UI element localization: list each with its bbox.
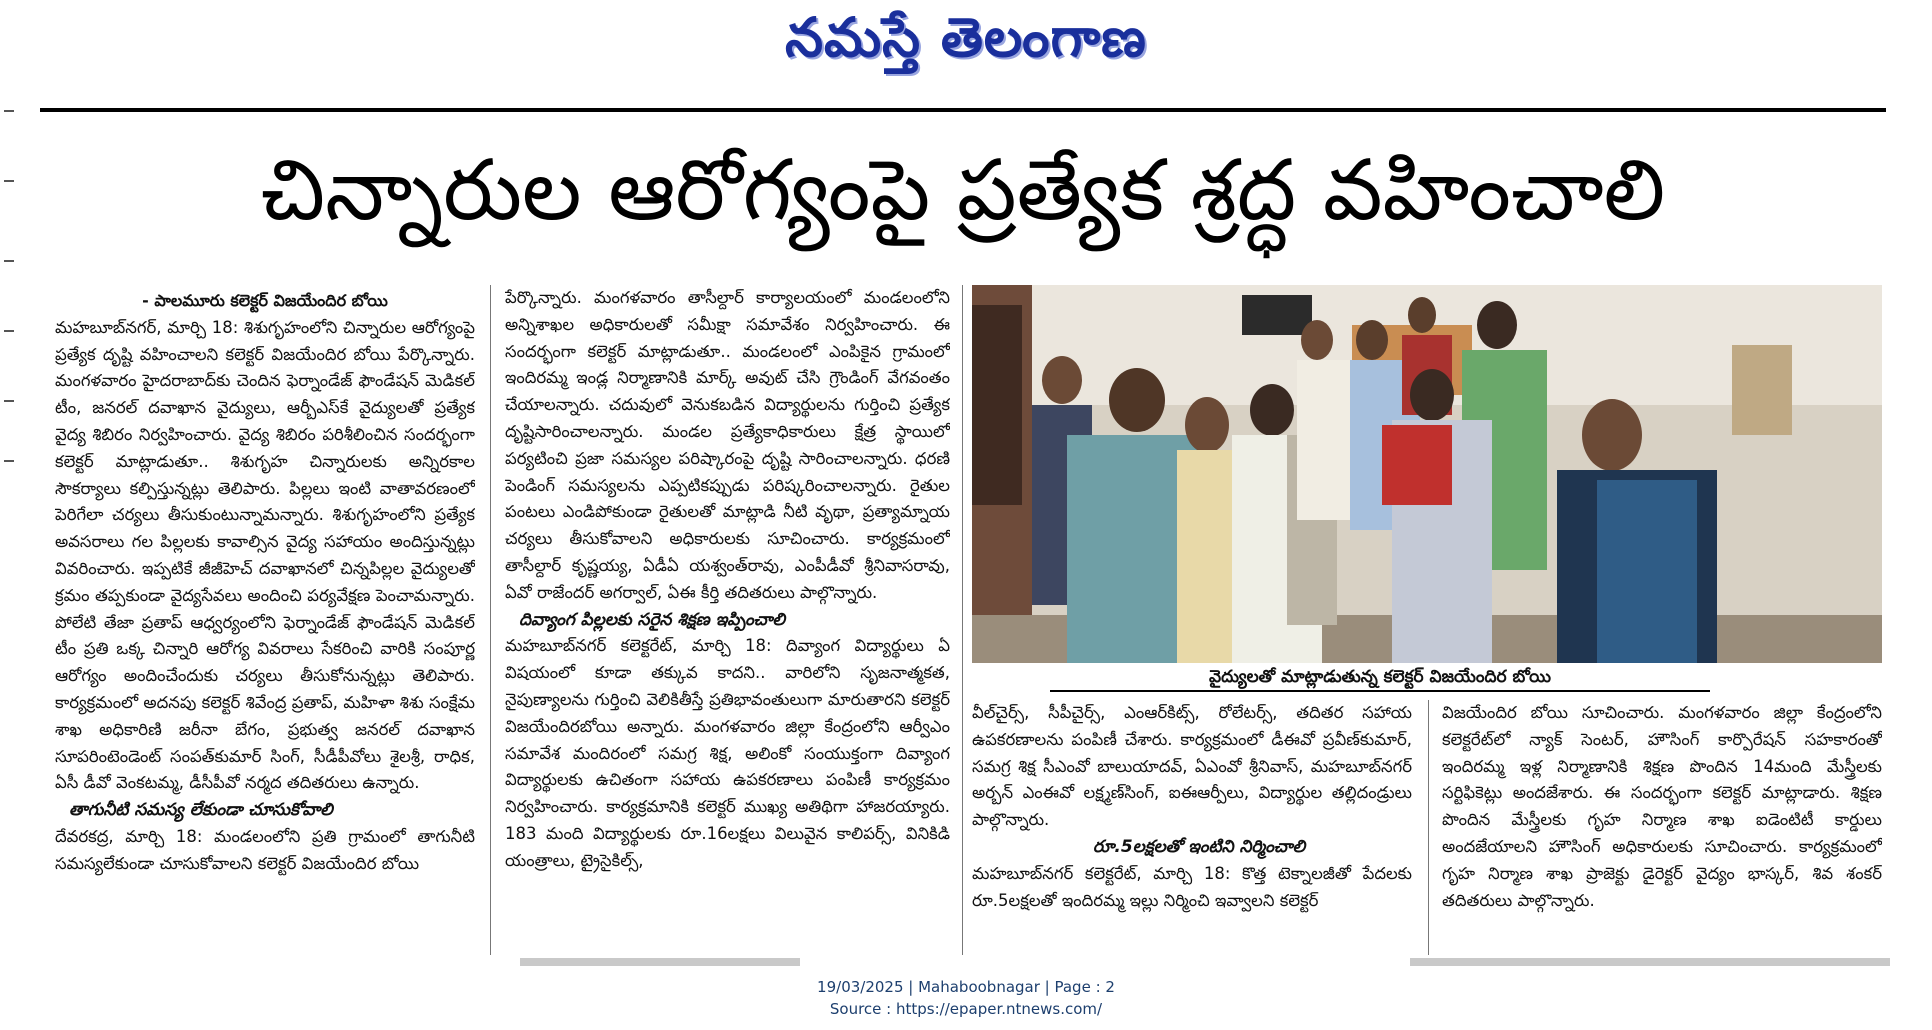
column-divider <box>490 285 491 955</box>
bottom-strip <box>1410 958 1890 966</box>
article-2-continued: పేర్కొన్నారు. మంగళవారం తాసీల్దార్ కార్యాలయంలో మండలంలోని అన్నిశాఖల అధికారులతో సమీక్షా సమావేశం నిర్వహించారు. ఈ సందర్భంగా కలెక్టర్ మాట్లాడుతూ.. మండలంలో ఎంపికైన గ్రామంలో ఇందిరమ్మ ఇండ్ల నిర్మాణానికి మార్క్ అవుట్ చేసి గ్రౌండింగ్ వేగవంతం చేయాలన్నారు. చదువులో వెనుకబడిన విద్యార్థులను గుర్తించి ప్రత్యేక దృష్టిసారించాలన్నారు. మండల ప్రత్యేకాధికారులు క్షేత్ర స్థాయిలో పర్యటించి ప్రజా సమస్యల పరిష్కారంపై దృష్టి సారించాలన్నారు. ధరణి పెండింగ్ సమస్యలను ఎప్పటికప్పుడు పరిష్కరించాలన్నారు. రైతుల పంటలు ఎండిపోకుండా రైతులతో మాట్లాడి నీటి వృథా, ప్రత్యామ్నాయ చర్యలు తీసుకోవాలని అధికారులకు సూచించారు. కార్యక్రమంలో తాసీల్దార్ కృష్ణయ్య, ఏడీఏ యశ్వంత్‌రావు, ఎంపీడీవో శ్రీనివాసరావు, ఏవో రాజేందర్ అగర్వాల్, ఏఈ కీర్తి తదితరులు పాల్గొన్నారు. <box>505 288 950 602</box>
column-4 <box>1442 700 1882 948</box>
photo-caption: వైద్యులతో మాట్లాడుతున్న కలెక్టర్ విజయేందిర బోయి <box>1050 664 1710 692</box>
article-4-continued: విజయేందిర బోయి సూచించారు. మంగళవారం జిల్లా కేంద్రంలోని కలెక్టరేట్‌లో న్యాక్ సెంటర్, హౌసింగ్ కార్పొరేషన్ సహకారంతో ఇందిరమ్మ ఇళ్ల నిర్మాణానికి శిక్షణ పొందిన 14మంది మేస్త్రీలకు సర్టిఫికెట్లు అందజేశారు. ఈ సందర్భంగా కలెక్టర్ మాట్లాడారు. శిక్షణ పొందిన మేస్త్రీలకు గృహ నిర్మాణ శాఖ ఐడెంటిటీ కార్డులు అందజేయాలని హౌసింగ్ అధికారులకు సూచించారు. కార్యక్రమంలో గృహ నిర్మాణ శాఖ ప్రాజెక్టు డైరెక్టర్ వైద్యం భాస్కర్, శివ శంకర్ తదితరులు పాల్గొన్నారు. <box>1442 703 1882 910</box>
byline: - పాలమూరు కలెక్టర్ విజయేందిర బోయి <box>142 291 388 310</box>
article-1-body: మహబూబ్‌నగర్, మార్చి 18: శిశుగృహంలోని చిన్నారుల ఆరోగ్యంపై ప్రత్యేక దృష్టి వహించాలని కలెక్టర్ విజయేందిర బోయి పేర్కొన్నారు. మంగళవారం హైదరాబాద్‌కు చెందిన ఫెర్నాండేజ్ ఫౌండేషన్ మెడికల్ టీం, జనరల్ దవాఖాన వైద్యులు, ఆర్బీఎస్‌కే వైద్యులతో ప్రత్యేక వైద్య శిబిరం నిర్వహించారు. వైద్య శిబిరం పరిశీలించిన సందర్భంగా కలెక్టర్ మాట్లాడుతూ.. శిశుగృహ చిన్నారులకు అన్నిరకాల సౌకర్యాలు కల్పిస్తున్నట్లు తెలిపారు. పిల్లలు ఇంటి వాతావరణంలో పెరిగేలా చర్యలు తీసుకుంటున్నామన్నారు. శిశుగృహంలోని ప్రత్యేక అవసరాలు గల పిల్లలకు కావాల్సిన వైద్య సహాయం అందిస్తున్నట్లు వివరించారు. ఇప్పటికే జీజీహెచ్ దవాఖానలో చిన్నపిల్లల వైద్యులతో క్రమం తప్పకుండా వైద్యసేవలు అందించి పర్యవేక్షణ పెంచామన్నారు. పోలేటి తేజా ప్రతాప్ ఆధ్వర్యంలోని ఫెర్నాండేజ్ ఫౌండేషన్ మెడికల్ టీం ప్రతి ఒక్క చిన్నారి ఆరోగ్య వివరాలు సేకరించి వారికి సంపూర్ణ ఆరోగ్యం అందించేందుకు చర్యలు తీసుకోనున్నట్లు తెలిపారు. కార్యక్రమంలో అదనపు కలెక్టర్ శివేంద్ర ప్రతాప్, మహిళా శిశు సంక్షేమ శాఖ అధికారిణి జరీనా బేగం, ప్రభుత్వ జనరల్ దవాఖాన సూపరింటెండెంట్ సంపత్‌కుమార్ సింగ్, సీడీపీవోలు శైలశ్రీ, రాధిక, ఏసీ డీవో వెంకటమ్మ, డీసీపీవో నర్మద తదితరులు ఉన్నారు. <box>55 317 475 793</box>
top-rule <box>40 108 1886 112</box>
subhead-disabled-children: దివ్యాంగ పిల్లలకు సరైన శిక్షణ ఇప్పించాలి <box>519 609 785 630</box>
column-3 <box>972 700 1412 948</box>
article-2-body: దేవరకద్ర, మార్చి 18: మండలంలోని ప్రతి గ్రామంలో తాగునీటి సమస్యలేకుండా చూసుకోవాలని కలెక్టర్ విజయేందిర బోయి <box>55 826 475 873</box>
column-1 <box>55 288 475 896</box>
news-photo <box>972 285 1882 663</box>
subhead-drinking-water: తాగునీటి సమస్య లేకుండా చూసుకోవాలి <box>69 800 333 821</box>
masthead <box>0 6 1932 76</box>
footer-date-page: 19/03/2025 | Mahaboobnagar | Page : 2 <box>817 978 1115 996</box>
article-3-continued: వీల్‌చైర్స్, సీపీచైర్స్, ఎంఆర్‌కిట్స్, రోలేటర్స్, తదితర సహాయ ఉపకరణాలను పంపిణీ చేశారు. కార్యక్రమంలో డీఈవో ప్రవీణ్‌కుమార్, సమగ్ర శిక్ష సీఎంవో బాలుయాదవ్, ఏఎంవో శ్రీనివాస్, మహబూబ్‌నగర్ అర్బన్ ఎంఈవో లక్ష్మణ్‌సింగ్, ఐఈఆర్పీలు, విద్యార్థుల తల్లిదండ్రులు పాల్గొన్నారు. <box>972 703 1412 830</box>
column-divider <box>1428 700 1429 955</box>
column-2 <box>505 285 950 947</box>
footer-source-link[interactable]: Source : https://epaper.ntnews.com/ <box>829 1000 1103 1018</box>
column-divider <box>962 285 963 955</box>
article-4-body: మహబూబ్‌నగర్ కలెక్టరేట్, మార్చి 18: కొత్త టెక్నాలజీతో పేదలకు రూ.5లక్షలతో ఇందిరమ్మ ఇల్లు నిర్మించి ఇవ్వాలని కలెక్టర్ <box>972 863 1412 910</box>
bottom-strip <box>520 958 800 966</box>
article-3-body: మహబూబ్‌నగర్ కలెక్టరేట్, మార్చి 18: దివ్యాంగ విద్యార్థులు ఏ విషయంలో కూడా తక్కువ కాదని.. వారిలోని సృజనాత్మకత, నైపుణ్యాలను గుర్తించి వెలికితీస్తే ప్రతిభావంతులుగా మారుతారని కలెక్టర్ విజయేందిరబోయి అన్నారు. మంగళవారం జిల్లా కేంద్రంలోని ఆర్వీఎం సమావేశ మందిరంలో సమగ్ర శిక్ష, అలింకో సంయుక్తంగా దివ్యాంగ విద్యార్థులకు ఉచితంగా సహాయ ఉపకరణాలు పంపిణీ కార్యక్రమం నిర్వహించారు. కార్యక్రమానికి కలెక్టర్ ముఖ్య అతిథిగా హాజరయ్యారు. 183 మంది విద్యార్థులకు రూ.16లక్షలు విలువైన కాలిపర్స్, వినికిడి యంత్రాలు, ట్రైసైకిల్స్, <box>505 636 950 870</box>
masthead-title: నమస్తే తెలంగాణ <box>785 6 1147 69</box>
subhead-house-construction: రూ.5లక్షలతో ఇంటిని నిర్మించాలి <box>1092 836 1306 857</box>
headline: చిన్నారుల ఆరోగ్యంపై ప్రత్యేక శ్రద్ధ వహించాలి <box>260 141 1666 239</box>
margin-marks <box>0 100 22 500</box>
officials-with-doctors-photo <box>972 285 1882 663</box>
